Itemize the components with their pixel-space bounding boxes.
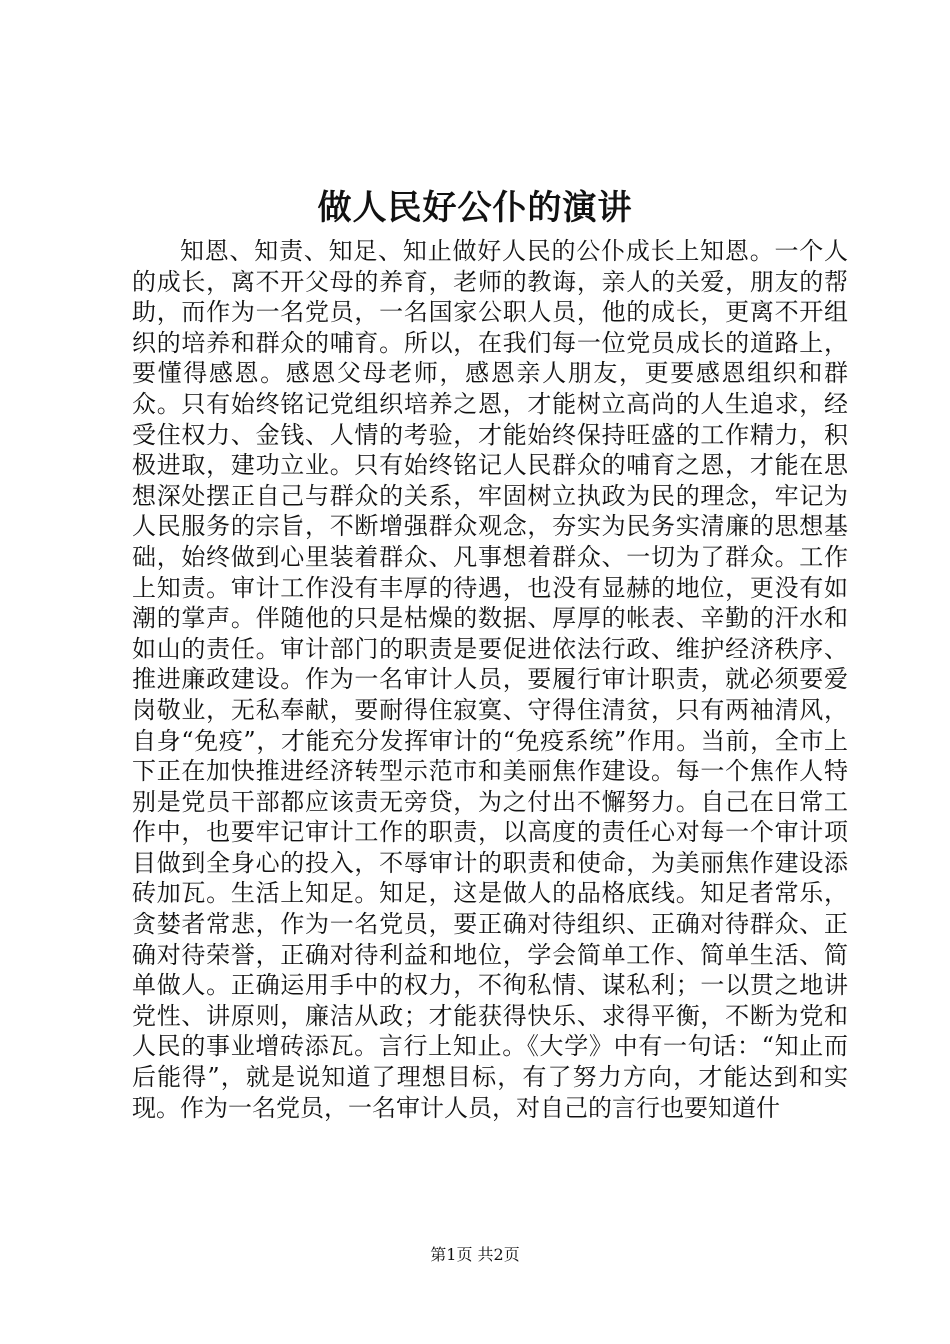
document-title: 做人民好公仆的演讲	[317, 188, 633, 228]
body-paragraph: 知恩、知责、知足、知止做好人民的公仆成长上知恩。一个人的成长，离不开父母的养育，老师的教诲，亲人的关爱，朋友的帮助，而作为一名党员，一名国家公职人员，他的成长，更离不开组织的培养和群众的哺育。所以，在我们每一位党员成长的道路上，要懂得感恩。感恩父母老师，感恩亲人朋友，更要感恩组织和群众。只有始终铭记党组织培养之恩，才能树立高尚的人生追求，经受住权力、金钱、人情的考验，才能始终保持旺盛的工作精力，积极进取，建功立业。只有始终铭记人民群众的哺育之恩，才能在思想深处摆正自己与群众的关系，牢固树立执政为民的理念，牢记为人民服务的宗旨，不断增强群众观念，夯实为民务实清廉的思想基础，始终做到心里装着群众、凡事想着群众、一切为了群众。工作上知责。审计工作没有丰厚的待遇，也没有显赫的地位，更没有如潮的掌声。伴随他的只是枯燥的数据、厚厚的帐表、辛勤的汗水和如山的责任。审计部门的职责是要促进依法行政、维护经济秩序、推进廉政建设。作为一名审计人员，要履行审计职责，就必须要爱岗敬业，无私奉献，要耐得住寂寞、守得住清贫，只有两袖清风，自身“免疫”，才能充分发挥审计的“免疫系统”作用。当前，全市上下正在加快推进经济转型示范市和美丽焦作建设。每一个焦作人特别是党员干部都应该责无旁贷，为之付出不懈努力。自己在日常工作中，也要牢记审计工作的职责，以高度的责任心对每一个审计项目做到全身心的投入，不辱审计的职责和使命，为美丽焦作建设添砖加瓦。生活上知足。知足，这是做人的品格底线。知足者常乐，贪婪者常悲，作为一名党员，要正确对待组织、正确对待群众、正确对待荣誉，正确对待利益和地位，学会简单工作、简单生活、简单做人。正确运用手中的权力，不徇私情、谋私利；一以贯之地讲党性、讲原则，廉洁从政；才能获得快乐、求得平衡，不断为党和人民的事业增砖添瓦。言行上知止。《大学》中有一句话：“知止而后能得”，就是说知道了理想目标，有了努力方向，才能达到和实现。作为一名党员，一名审计人员，对自己的言行也要知道什	[132, 237, 848, 1122]
page-footer: 第1页 共2页	[430, 1245, 520, 1264]
